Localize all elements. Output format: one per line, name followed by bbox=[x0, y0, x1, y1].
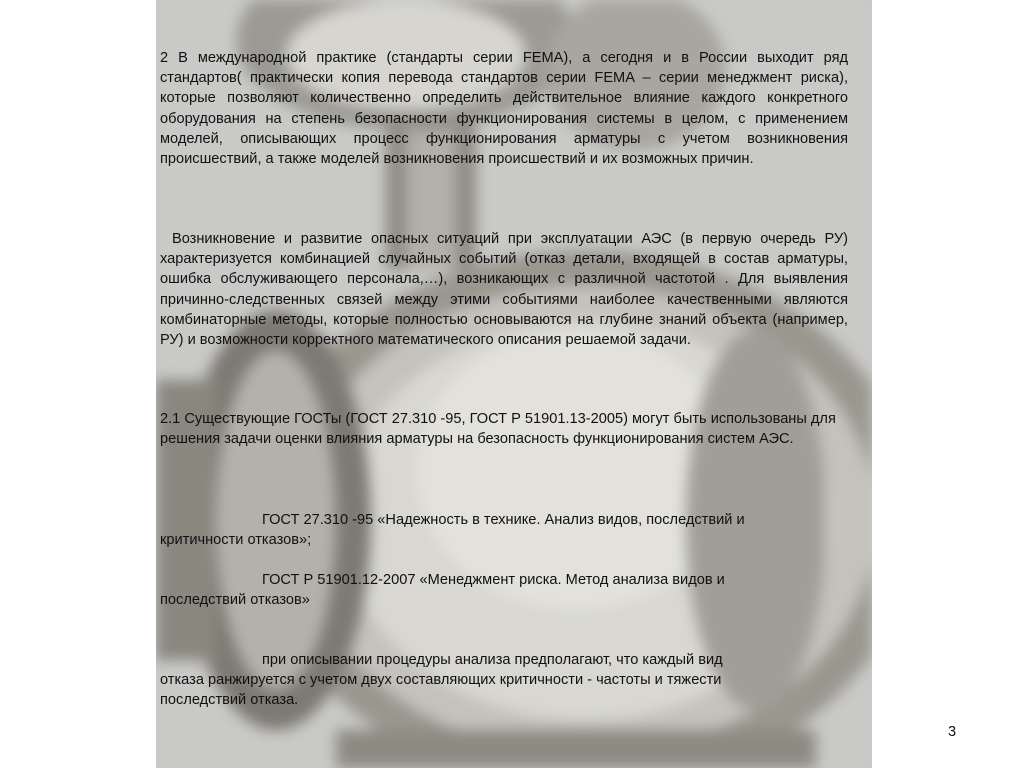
paragraph-existing-gosts bbox=[160, 409, 840, 449]
page-number: 3 bbox=[948, 724, 957, 740]
criticality-line-3: последствий отказа. bbox=[160, 692, 299, 709]
paragraph-gost-51901 bbox=[160, 570, 848, 610]
criticality-line-1: при описывании процедуры анализа предполагают, что каждый вид bbox=[262, 652, 723, 668]
paragraph-indent bbox=[160, 231, 172, 247]
paragraph-gost-27310 bbox=[160, 510, 848, 550]
paragraph-fema-standards bbox=[160, 48, 848, 169]
criticality-line-2: отказа ранжируется с учетом двух составляющих критичности - частоты и тяжести bbox=[160, 672, 722, 689]
paragraph-criticality-ranking bbox=[160, 650, 848, 711]
gost-27310-line-2: критичности отказов»; bbox=[160, 532, 312, 549]
paragraph-dangerous-situations-text: Возникновение и развитие опасных ситуаций при эксплуатации АЭС (в первую очередь РУ) характеризуется комбинацией случайных событий (отказ детали, входящей в состав арматуры, ошибка обслуживающего персонала,…), возникающих с различной частотой . Для выявления причинно-следственных связей между этими событиями наиболее качественными являются комбинаторные методы, которые полностью основываются на глубине знаний объекта (например, РУ) и возможности корректного математического описания решаемой задачи. bbox=[160, 231, 848, 349]
gost-51901-line-1: ГОСТ Р 51901.12-2007 «Менеджмент риска. Метод анализа видов и bbox=[262, 572, 725, 588]
paragraph-existing-gosts-text: 2.1 Существующие ГОСТы (ГОСТ 27.310 -95, ГОСТ Р 51901.13-2005) могут быть использованы для решения задачи оценки влияния арматуры на безопасность функционирования систем АЭС. bbox=[160, 411, 836, 448]
gost-27310-line-1: ГОСТ 27.310 -95 «Надежность в технике. Анализ видов, последствий и bbox=[262, 512, 745, 528]
paragraph-dangerous-situations bbox=[160, 229, 848, 350]
paragraph-fema-standards-text: 2 В международной практике (стандарты серии FEMA), а сегодня и в России выходит ряд стандартов( практически копия перевода стандартов серии FEMA – серии менеджмент риска), которые позволяют количественно определить действительное влияние каждого конкретного оборудования на степень безопасности функционирования системы в целом, с применением моделей, описывающих процесс функционирования арматуры с учетом возникновения происшествий, а также моделей возникновения происшествий и их возможных причин. bbox=[160, 50, 848, 168]
gost-51901-line-2: последствий отказов» bbox=[160, 592, 310, 609]
